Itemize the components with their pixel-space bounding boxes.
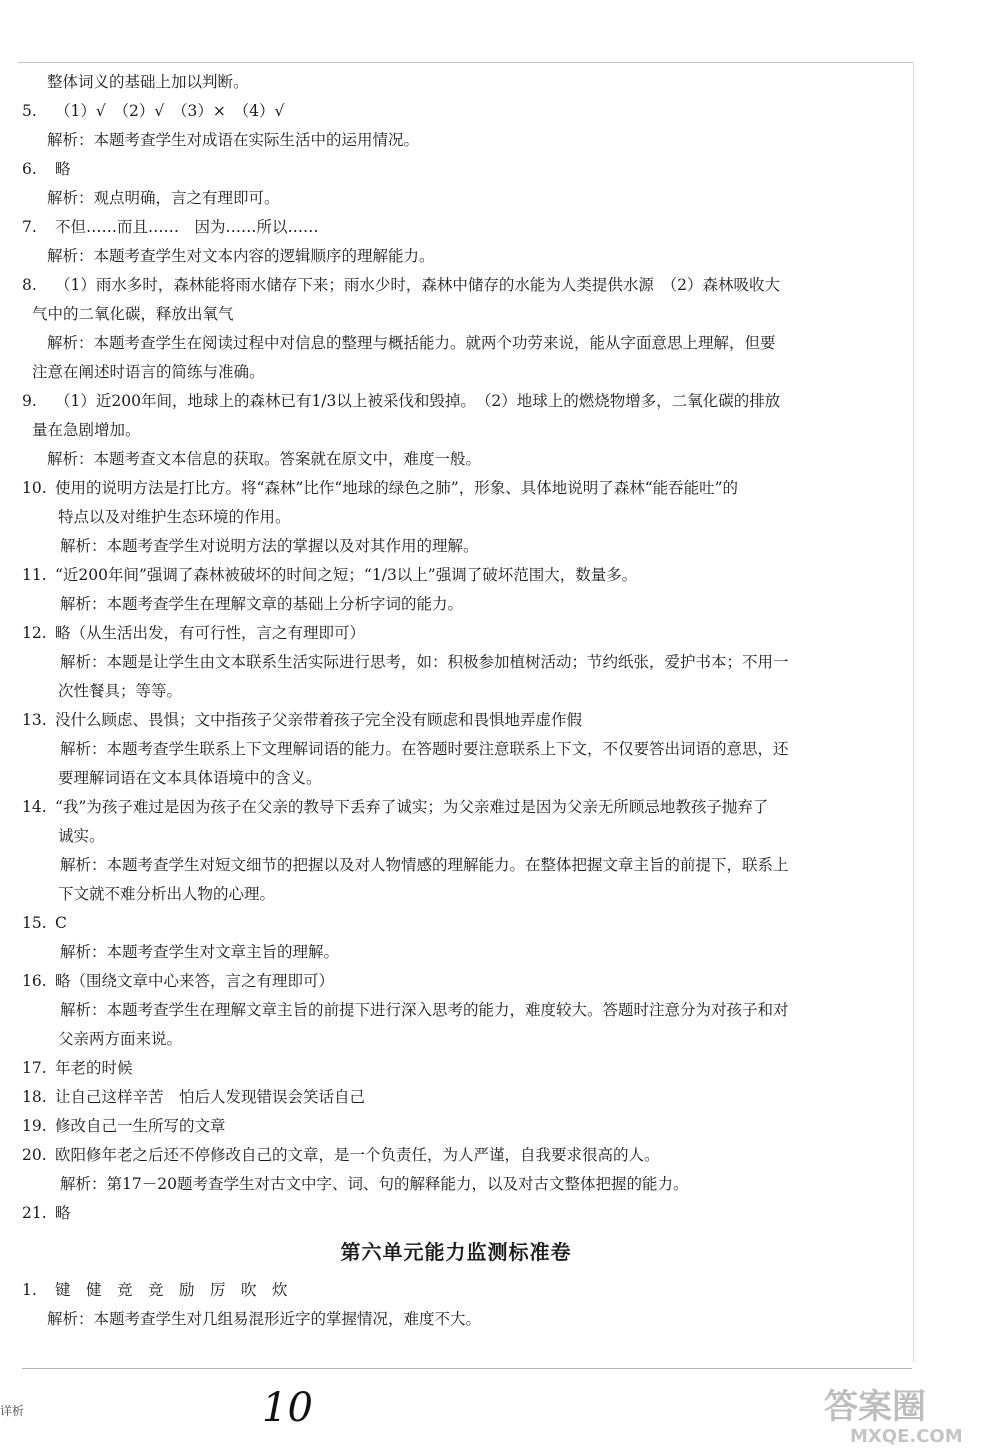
question-number: 13. bbox=[22, 711, 47, 729]
scan-border-right bbox=[913, 62, 914, 1362]
answer-line bbox=[0, 1170, 912, 1199]
question-number: 17. bbox=[22, 1059, 47, 1077]
answer-line bbox=[0, 938, 912, 967]
answer-text: 略（围绕文章中心来答，言之有理即可） bbox=[55, 972, 335, 990]
answer-text: （1）雨水多时，森林能将雨水储存下来；雨水少时，森林中储存的水能为人类提供水源 （2）森林吸收大 bbox=[55, 276, 780, 294]
answer-line bbox=[0, 387, 912, 416]
section-title: 第六单元能力监测标准卷 bbox=[340, 1240, 572, 1264]
explanation-text: 解析：本题是让学生由文本联系生活实际进行思考，如：积极参加植树活动；节约纸张，爱护书本；不用一 bbox=[60, 653, 789, 671]
question-number: 18. bbox=[22, 1088, 47, 1106]
answer-line bbox=[0, 880, 912, 909]
explanation-text: 解析：本题考查学生在理解文章的基础上分析字词的能力。 bbox=[60, 595, 464, 613]
watermark-text-main: 答案圈 bbox=[824, 1387, 926, 1427]
explanation-text: 次性餐具；等等。 bbox=[58, 682, 183, 700]
explanation-text: 解析：观点明确，言之有理即可。 bbox=[47, 189, 280, 207]
explanation-text: 注意在阐述时语言的简练与准确。 bbox=[32, 363, 265, 381]
answer-line bbox=[0, 242, 912, 271]
answer-line bbox=[0, 213, 912, 242]
explanation-text: 解析：本题考查学生联系上下文理解词语的能力。在答题时要注意联系上下文，不仅要答出词语的意思，还 bbox=[60, 740, 789, 758]
answer-text: 略（从生活出发，有可行性，言之有理即可） bbox=[55, 624, 366, 642]
explanation-text: 解析：本题考查学生在理解文章主旨的前提下进行深入思考的能力，难度较大。答题时注意分为对孩子和对 bbox=[60, 1001, 789, 1019]
answer-line bbox=[0, 1054, 912, 1083]
explanation-text: 解析：本题考查学生对文章主旨的理解。 bbox=[60, 943, 340, 961]
answer-line bbox=[0, 445, 912, 474]
answer-line bbox=[0, 706, 912, 735]
question-number: 10. bbox=[22, 479, 47, 497]
explanation-text: 下文就不难分析出人物的心理。 bbox=[58, 885, 276, 903]
answer-text: 不但……而且…… 因为……所以…… bbox=[55, 218, 319, 236]
answer-line bbox=[0, 184, 912, 213]
question-number: 1. bbox=[22, 1281, 37, 1299]
answer-text: 没什么顾虑、畏惧；文中指孩子父亲带着孩子完全没有顾虑和畏惧地弄虚作假 bbox=[55, 711, 583, 729]
question-number: 11. bbox=[22, 566, 47, 584]
watermark-logo bbox=[820, 1380, 995, 1450]
answer-line bbox=[0, 300, 912, 329]
answer-line bbox=[0, 68, 912, 97]
answer-line bbox=[0, 126, 912, 155]
answer-line bbox=[0, 590, 912, 619]
explanation-text: 特点以及对维护生态环境的作用。 bbox=[58, 508, 291, 526]
answer-line bbox=[0, 358, 912, 387]
answer-line bbox=[0, 619, 912, 648]
answer-text: “近200年间”强调了森林被破坏的时间之短；“1/3以上”强调了破坏范围大，数量多。 bbox=[55, 566, 638, 584]
question-number: 14. bbox=[22, 798, 47, 816]
explanation-text: 解析：第17－20题考查学生对古文中字、词、句的解释能力，以及对古文整体把握的能力。 bbox=[60, 1175, 689, 1193]
answer-line bbox=[0, 677, 912, 706]
answer-line bbox=[0, 648, 912, 677]
answer-line bbox=[0, 793, 912, 822]
explanation-text: 解析：本题考查学生对说明方法的掌握以及对其作用的理解。 bbox=[60, 537, 479, 555]
question-number: 21. bbox=[22, 1204, 47, 1222]
answer-line bbox=[0, 561, 912, 590]
handwritten-page-number: 10 bbox=[262, 1385, 313, 1431]
explanation-text: 父亲两方面来说。 bbox=[58, 1030, 183, 1048]
question-number: 19. bbox=[22, 1117, 47, 1135]
explanation-text: 量在急剧增加。 bbox=[32, 421, 141, 439]
answer-line bbox=[0, 1305, 912, 1334]
scan-border-top bbox=[18, 62, 913, 63]
answer-line bbox=[0, 1025, 912, 1054]
question-number: 6. bbox=[22, 160, 37, 178]
question-number: 7. bbox=[22, 218, 37, 236]
explanation-text: 解析：本题考查学生对成语在实际生活中的运用情况。 bbox=[47, 131, 420, 149]
answer-line bbox=[0, 1112, 912, 1141]
answer-line bbox=[0, 97, 912, 126]
answer-line bbox=[0, 909, 912, 938]
answer-line bbox=[0, 1276, 912, 1305]
explanation-text: 要理解词语在文本具体语境中的含义。 bbox=[58, 769, 322, 787]
answer-text: C bbox=[55, 914, 67, 932]
explanation-text: 气中的二氧化碳，释放出氧气 bbox=[32, 305, 234, 323]
answer-line bbox=[0, 1199, 912, 1228]
answer-line bbox=[0, 764, 912, 793]
answer-text: 年老的时候 bbox=[55, 1059, 133, 1077]
answer-text: （1）√ （2）√ （3）× （4）√ bbox=[55, 102, 285, 120]
question-number: 16. bbox=[22, 972, 47, 990]
answer-line bbox=[0, 996, 912, 1025]
scan-border-bottom bbox=[22, 1368, 912, 1369]
explanation-text: 解析：本题考查学生对几组易混形近字的掌握情况，难度不大。 bbox=[47, 1310, 482, 1328]
explanation-text: 解析：本题考查文本信息的获取。答案就在原文中，难度一般。 bbox=[47, 450, 482, 468]
question-number: 9. bbox=[22, 392, 37, 410]
answer-text: “我”为孩子难过是因为孩子在父亲的教导下丢弃了诚实；为父亲难过是因为父亲无所顾忌地教孩子抛弃了 bbox=[55, 798, 769, 816]
explanation-text: 解析：本题考查学生对短文细节的把握以及对人物情感的理解能力。在整体把握文章主旨的前提下，联系上 bbox=[60, 856, 789, 874]
watermark-text-url: MXQE.COM bbox=[850, 1426, 963, 1447]
answer-text: 使用的说明方法是打比方。将“森林”比作“地球的绿色之肺”，形象、具体地说明了森林“能吞能吐”的 bbox=[55, 479, 739, 497]
question-number: 5. bbox=[22, 102, 37, 120]
question-number: 12. bbox=[22, 624, 47, 642]
answer-list bbox=[0, 68, 912, 1228]
answer-line bbox=[0, 474, 912, 503]
answer-line bbox=[0, 532, 912, 561]
answer-line bbox=[0, 735, 912, 764]
answer-line bbox=[0, 851, 912, 880]
question-number: 20. bbox=[22, 1146, 47, 1164]
answer-text: 略 bbox=[55, 160, 71, 178]
explanation-text: 整体词义的基础上加以判断。 bbox=[47, 73, 249, 91]
answer-line bbox=[0, 503, 912, 532]
answer-line bbox=[0, 1141, 912, 1170]
answer-line bbox=[0, 416, 912, 445]
explanation-text: 解析：本题考查学生在阅读过程中对信息的整理与概括能力。就两个功劳来说，能从字面意思上理解，但要 bbox=[47, 334, 776, 352]
question-number: 15. bbox=[22, 914, 47, 932]
question-number: 8. bbox=[22, 276, 37, 294]
answer-text: 修改自己一生所写的文章 bbox=[55, 1117, 226, 1135]
answer-text: 让自己这样辛苦 怕后人发现错误会笑话自己 bbox=[55, 1088, 366, 1106]
answer-line bbox=[0, 967, 912, 996]
answer-text: 欧阳修年老之后还不停修改自己的文章，是一个负责任，为人严谨，自我要求很高的人。 bbox=[55, 1146, 660, 1164]
answer-text: （1）近200年间，地球上的森林已有1/3以上被采伐和毁掉。 （2）地球上的燃烧物增多，二氧化碳的排放 bbox=[55, 392, 781, 410]
section-answer-list bbox=[0, 1276, 912, 1334]
answer-text: 略 bbox=[55, 1204, 71, 1222]
answer-text: 键 健 竞 竞 励 厉 吹 炊 bbox=[55, 1281, 288, 1299]
answer-line bbox=[0, 329, 912, 358]
answer-line bbox=[0, 271, 912, 300]
answer-line bbox=[0, 822, 912, 851]
answer-line bbox=[0, 155, 912, 184]
explanation-text: 诚实。 bbox=[58, 827, 105, 845]
footer-label: 详析 bbox=[0, 1404, 25, 1418]
explanation-text: 解析：本题考查学生对文本内容的逻辑顺序的理解能力。 bbox=[47, 247, 435, 265]
answer-line bbox=[0, 1083, 912, 1112]
